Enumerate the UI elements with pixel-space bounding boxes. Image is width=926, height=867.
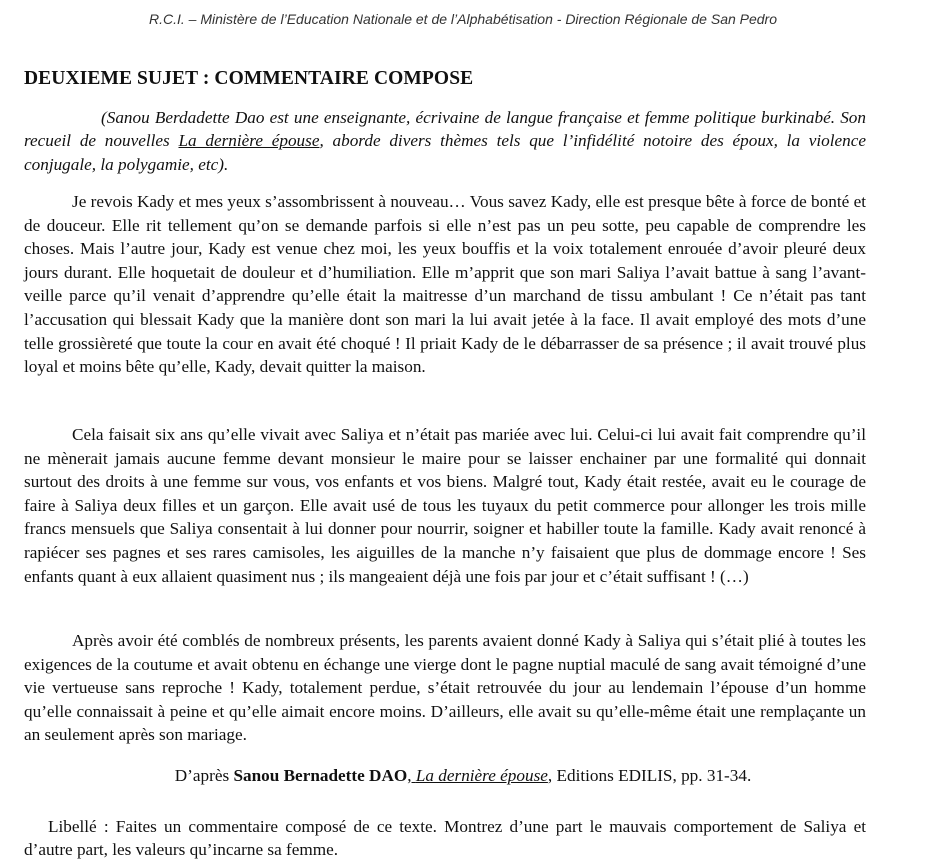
intro-note xyxy=(24,106,866,176)
source-book-title: La dernière épouse xyxy=(415,766,548,785)
paragraph-2 xyxy=(24,423,866,588)
paragraph-2-text: Cela faisait six ans qu’elle vivait avec Saliya et n’était pas mariée avec lui. Celui-ci lui avait fait comprendre qu’il ne mènerait jamais aucune femme devant monsieur le maire pour se laisser enchainer par une formalité qui donnait surtout des droits à une femme sur vous, vos enfants et vos biens. Malgré tout, Kady était restée, avait eu le courage de faire à Saliya deux filles et un garçon. Elle avait usé de tous les tuyaux du petit commerce pour allonger les trois mille francs mensuels que Saliya consentait à lui donner pour nourrir, soigner et habiller toute la famille. Kady avait renoncé à rapiécer ses pagnes et ses rares camisoles, les aiguilles de la manche n’y faisaient que plus de dommage encore ! Ses enfants quant à eux allaient quasiment nus ; ils mangeaient déjà une fois par jour et c’était suffisant ! (…) xyxy=(24,425,866,586)
source-author: Sanou Bernadette DAO xyxy=(233,766,408,785)
paragraph-3-text: Après avoir été comblés de nombreux présents, les parents avaient donné Kady à Saliya qui s’était plié à toutes les exigences de la coutume et avait obtenu en échange une vierge dont le pagne nuptial maculé de sang avait témoigné d’une vie vertueuse sans reproche ! Kady, totalement perdue, s’était retrouvée du jour au lendemain l’épouse d’un homme qu’elle connaissait à peine et qu’elle aimait encore moins. D’ailleurs, elle avait su qu’elle-même était une remplaçante un an seulement après son mariage. xyxy=(24,631,866,745)
source-prefix: D’après xyxy=(174,766,234,785)
intro-book-title: La dernière épouse xyxy=(178,131,320,151)
paragraph-3 xyxy=(24,629,866,747)
source-comma: , xyxy=(407,766,416,785)
source-citation xyxy=(0,766,926,786)
intro-before: (Sanou Berdadette Dao est une enseignante, écrivaine de langue française et femme politique burkinabé. Son recueil de nouvelles xyxy=(24,108,866,151)
page-header: R.C.I. – Ministère de l’Education Nationale et de l’Alphabétisation - Direction Régionale de San Pedro xyxy=(148,11,778,27)
paragraph-1-text: Je revois Kady et mes yeux s’assombrissent à nouveau… Vous savez Kady, elle est presque bête à force de bonté et de douceur. Elle rit tellement qu’on se demande parfois si elle n’est pas un peu sotte, peu capable de comprendre les choses. Mais l’autre jour, Kady est venue chez moi, les yeux bouffis et la voix totalement enrouée d’avoir pleuré deux jours durant. Elle hoquetait de douleur et d’humiliation. Elle m’apprit que son mari Saliya l’avait battue à sang l’avant-veille parce qu’il venait d’apprendre qu’elle était la maitresse d’un marchand de tissu ambulant ! Ce n’était pas tant l’accusation qui blessait Kady que la manière dont son mari la lui avait jetée à la face. Il avait employé des mots d’une telle grossièreté que toute la cour en avait été choqué ! Il priait Kady de le débarrasser de sa présence ; il avait trouvé plus loyal et moins bête qu’elle, Kady, devait quitter la maison. xyxy=(24,192,866,377)
intro-after: , aborde divers thèmes tels que l’infidélité notoire des époux, la violence conjugale, la polygamie, etc). xyxy=(24,131,867,174)
paragraph-1 xyxy=(24,190,866,379)
assignment-text: Libellé : Faites un commentaire composé de ce texte. Montrez d’une part le mauvais comportement de Saliya et d’autre part, les valeurs qu’incarne sa femme. xyxy=(24,817,866,860)
assignment-statement xyxy=(24,815,866,862)
source-suffix: , Editions EDILIS, pp. 31-34. xyxy=(547,766,752,785)
subject-title: DEUXIEME SUJET : COMMENTAIRE COMPOSE xyxy=(24,68,474,89)
